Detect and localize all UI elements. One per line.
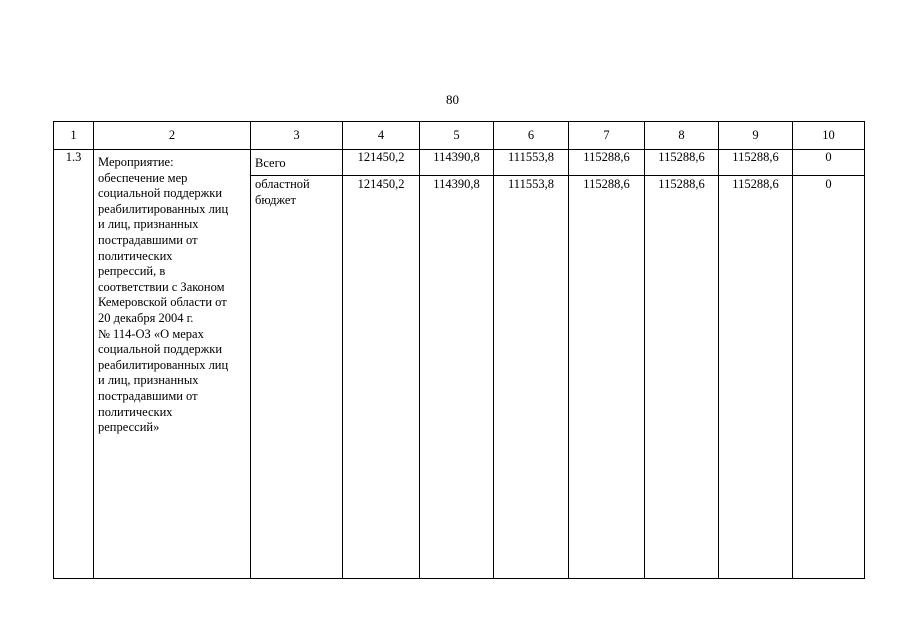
value-cell: 115288,6 xyxy=(719,176,793,579)
description-line: социальной поддержки xyxy=(98,186,223,201)
description-line: репрессий, в xyxy=(98,264,166,279)
value-cell: 0 xyxy=(793,176,865,579)
description-line: Кемеровской области от xyxy=(98,295,227,310)
value-cell: 111553,8 xyxy=(494,176,569,579)
funding-source-regional xyxy=(251,176,343,579)
column-header: 1 xyxy=(54,122,94,150)
value-cell: 121450,2 xyxy=(343,150,420,176)
item-description xyxy=(94,150,251,579)
value-cell: 114390,8 xyxy=(420,176,494,579)
source-line: бюджет xyxy=(255,193,296,207)
description-line: реабилитированных лиц xyxy=(98,201,229,216)
value-cell: 115288,6 xyxy=(569,176,645,579)
budget-table xyxy=(53,121,865,579)
column-header: 7 xyxy=(569,122,645,150)
page-number: 80 xyxy=(446,92,459,107)
description-line: 20 декабря 2004 г. xyxy=(98,310,194,325)
description-line: № 114-ОЗ «О мерах xyxy=(98,326,204,341)
description-line: политических xyxy=(98,248,173,263)
value-cell: 121450,2 xyxy=(343,176,420,579)
column-header: 9 xyxy=(719,122,793,150)
source-line: областной xyxy=(255,177,310,191)
column-header: 10 xyxy=(793,122,865,150)
description-line: обеспечение мер xyxy=(98,170,188,185)
funding-source-total xyxy=(251,150,343,176)
value-cell: 111553,8 xyxy=(494,150,569,176)
value-cell: 0 xyxy=(793,150,865,176)
description-line: репрессий» xyxy=(98,420,160,435)
description-line: социальной поддержки xyxy=(98,342,223,357)
description-line: и лиц, признанных xyxy=(98,217,199,232)
description-line: и лиц, признанных xyxy=(98,373,199,388)
table-row-total xyxy=(54,150,865,176)
header-row xyxy=(54,122,865,150)
column-header: 3 xyxy=(251,122,343,150)
description-line: пострадавшими от xyxy=(98,232,198,247)
column-header: 5 xyxy=(420,122,494,150)
column-header: 2 xyxy=(94,122,251,150)
value-cell: 115288,6 xyxy=(645,150,719,176)
column-header: 6 xyxy=(494,122,569,150)
value-cell: 115288,6 xyxy=(645,176,719,579)
column-header: 4 xyxy=(343,122,420,150)
description-line: соответствии с Законом xyxy=(98,279,225,294)
description-line: политических xyxy=(98,404,173,419)
description-line: Мероприятие: xyxy=(98,155,174,169)
column-header: 8 xyxy=(645,122,719,150)
description-line: реабилитированных лиц xyxy=(98,357,229,372)
value-cell: 114390,8 xyxy=(420,150,494,176)
source-line: Всего xyxy=(255,156,286,170)
item-number: 1.3 xyxy=(54,150,94,579)
value-cell: 115288,6 xyxy=(569,150,645,176)
description-line: пострадавшими от xyxy=(98,388,198,403)
value-cell: 115288,6 xyxy=(719,150,793,176)
